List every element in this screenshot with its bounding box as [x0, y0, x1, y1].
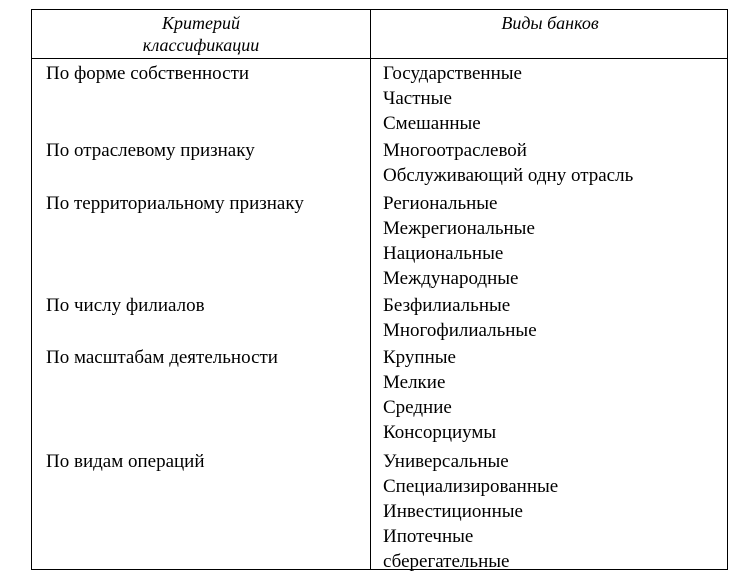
header-criterion-line2: классификации: [142, 35, 260, 55]
bank-type: Государственные: [383, 63, 522, 84]
bank-type: Многофилиальные: [383, 320, 537, 341]
bank-type: Крупные: [383, 347, 456, 368]
row-types-industry: [383, 138, 633, 188]
bank-type: Консорциумы: [383, 422, 497, 443]
bank-type: Национальные: [383, 243, 504, 264]
header-criterion: [32, 12, 370, 56]
row-types-territory: [383, 191, 535, 291]
bank-type: Частные: [383, 88, 452, 109]
row-criterion-ownership: По форме собственности: [46, 63, 250, 84]
bank-type: сберегательные: [383, 551, 510, 572]
header-criterion-line1: Критерий: [162, 13, 240, 33]
row-types-operations: [383, 449, 558, 574]
bank-type: Средние: [383, 397, 452, 418]
bank-type: Универсальные: [383, 451, 509, 472]
bank-type: Многоотраслевой: [383, 140, 527, 161]
bank-type: Обслуживающий одну отрасль: [383, 165, 634, 186]
header-types: [372, 12, 728, 34]
row-types-ownership: [383, 61, 522, 136]
bank-type: Региональные: [383, 193, 498, 214]
row-types-scale: [383, 345, 496, 445]
header-types-label: Виды банков: [501, 13, 599, 33]
bank-type: Инвестиционные: [383, 501, 523, 522]
row-criterion-scale: По масштабам деятельности: [46, 347, 278, 368]
column-divider: [370, 10, 371, 569]
row-types-branches: [383, 293, 537, 343]
bank-type: Безфилиальные: [383, 295, 511, 316]
bank-classification-table: [31, 9, 728, 570]
row-criterion-territory: По территориальному признаку: [46, 193, 304, 214]
bank-type: Мелкие: [383, 372, 446, 393]
row-criterion-operations: По видам операций: [46, 451, 205, 472]
row-criterion-branches: По числу филиалов: [46, 295, 205, 316]
header-divider: [32, 58, 727, 59]
bank-type: Межрегиональные: [383, 218, 535, 239]
bank-type: Ипотечные: [383, 526, 474, 547]
bank-type: Международные: [383, 268, 519, 289]
row-criterion-industry: По отраслевому признаку: [46, 140, 255, 161]
bank-type: Смешанные: [383, 113, 481, 134]
bank-type: Специализированные: [383, 476, 559, 497]
